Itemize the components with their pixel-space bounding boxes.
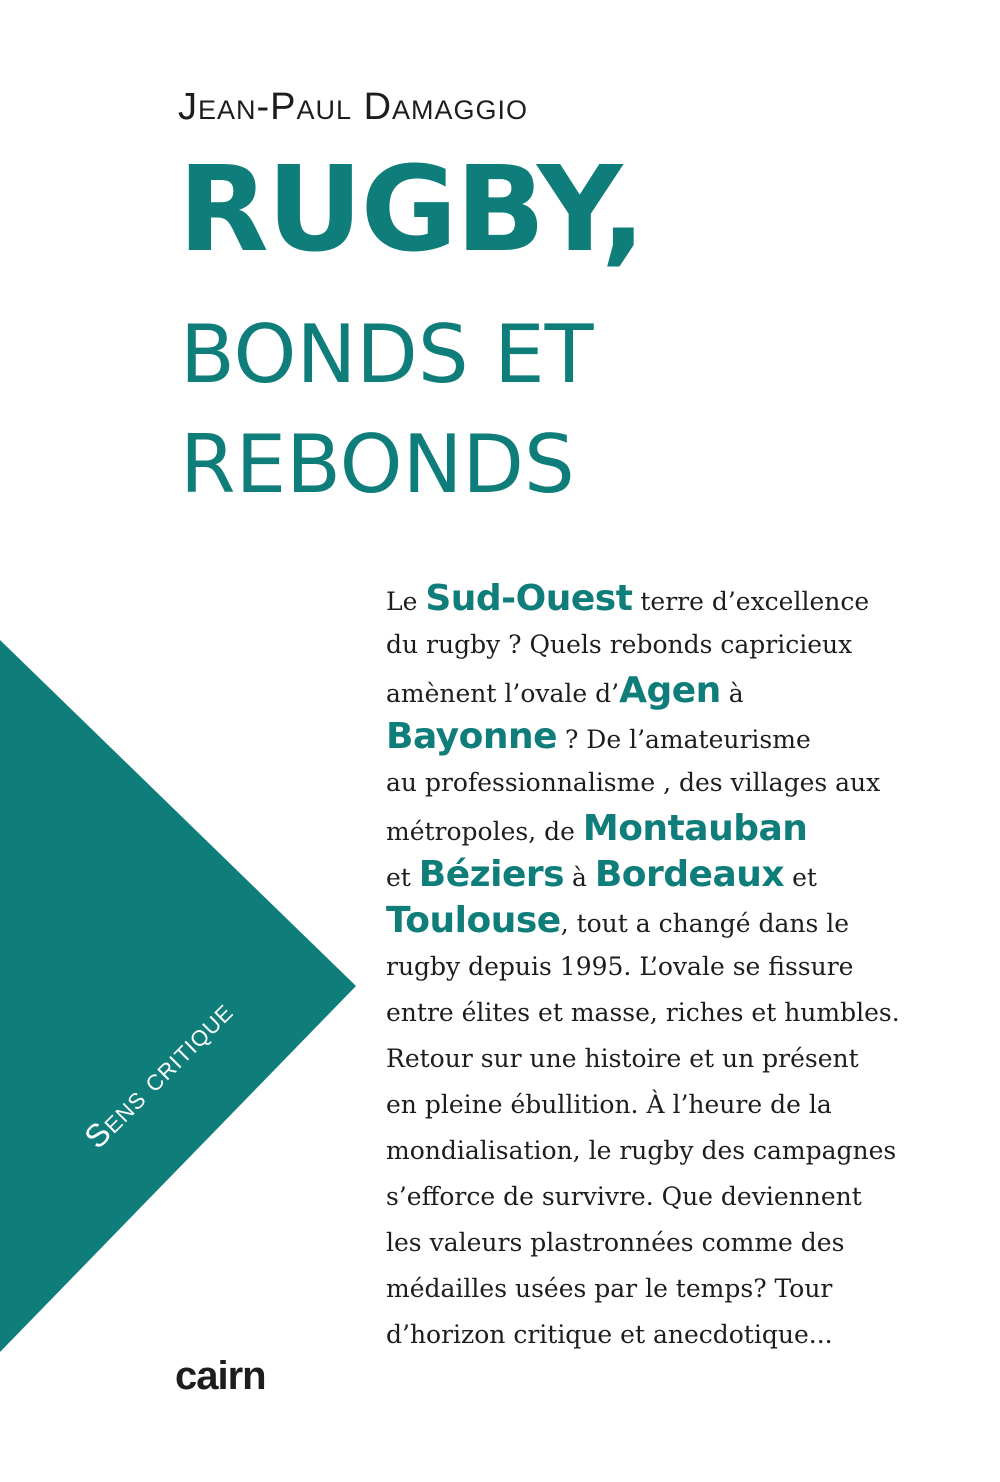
blurb-line: médailles usées par le temps? Tour — [386, 1274, 833, 1303]
place-highlight: Bordeaux — [594, 854, 785, 895]
blurb-line: d’horizon critique et anecdotique... — [386, 1320, 833, 1349]
book-title-main: RUGBY, — [178, 140, 644, 278]
blurb-line: Toulouse, tout a changé dans le — [386, 900, 850, 941]
publisher-logo: cairn — [175, 1354, 266, 1398]
blurb-line: Le Sud-Ouest terre d’excellence — [386, 578, 870, 619]
book-title-line-3: REBONDS — [180, 418, 575, 511]
blurb-line: et Béziers à Bordeaux et — [386, 854, 817, 895]
blurb-line: les valeurs plastronnées comme des — [386, 1228, 845, 1257]
series-triangle — [0, 640, 360, 1352]
blurb-line: Retour sur une histoire et un présent — [386, 1044, 859, 1073]
back-blurb — [386, 576, 946, 1358]
blurb-line: mondialisation, le rugby des campagnes — [386, 1136, 897, 1165]
blurb-line: s’efforce de survivre. Que deviennent — [386, 1182, 862, 1211]
blurb-line: en pleine ébullition. À l’heure de la — [386, 1090, 832, 1119]
blurb-line: Bayonne ? De l’amateurisme — [386, 716, 811, 757]
blurb-line: amènent l’ovale d’Agen à — [386, 670, 744, 711]
blurb-line: rugby depuis 1995. L’ovale se fissure — [386, 952, 854, 981]
place-highlight: Béziers — [418, 854, 565, 895]
series-triangle-shape — [0, 640, 356, 1352]
place-highlight: Toulouse — [386, 900, 561, 941]
series-name: Sens critique — [77, 992, 240, 1156]
place-highlight: Agen — [619, 670, 721, 711]
place-highlight: Sud-Ouest — [425, 578, 633, 619]
blurb-line: du rugby ? Quels rebonds capricieux — [386, 630, 853, 659]
blurb-line: entre élites et masse, riches et humbles. — [386, 998, 900, 1027]
book-title-line-2: BONDS ET — [180, 308, 594, 401]
blurb-line: métropoles, de Montauban — [386, 808, 808, 849]
author-name: Jean-Paul Damaggio — [178, 86, 529, 128]
blurb-line: au professionnalisme , des villages aux — [386, 768, 881, 797]
place-highlight: Montauban — [582, 808, 808, 849]
place-highlight: Bayonne — [386, 716, 557, 757]
